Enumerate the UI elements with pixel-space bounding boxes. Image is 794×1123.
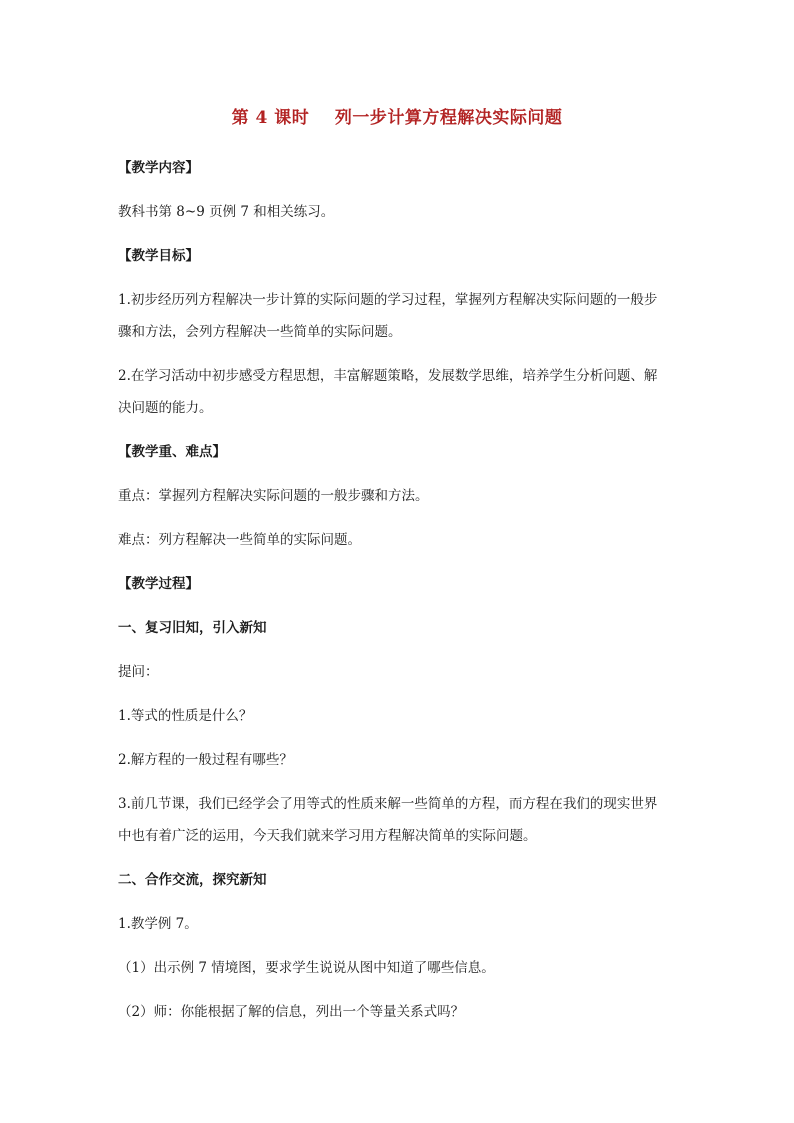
list-item: （1）出示例 7 情境图，要求学生说说从图中知道了哪些信息。 [118,960,495,976]
section-heading-content: 【教学内容】 [118,160,199,176]
list-item: 1.教学例 7。 [118,916,198,932]
paragraph-line: 重点：掌握列方程解决实际问题的一般步骤和方法。 [118,488,429,504]
subsection-heading-review: 一、复习旧知，引入新知 [118,620,267,636]
paragraph-line: 决问题的能力。 [118,400,213,416]
paragraph-line: 教科书第 8~9 页例 7 和相关练习。 [118,204,335,220]
paragraph-line: 难点：列方程解决一些简单的实际问题。 [118,532,361,548]
list-item: 2.解方程的一般过程有哪些？ [118,752,293,768]
list-item: （2）师：你能根据了解的信息，列出一个等量关系式吗？ [118,1004,465,1020]
list-item: 1.等式的性质是什么？ [118,708,253,724]
section-heading-key-points: 【教学重、难点】 [118,444,226,460]
subsection-heading-explore: 二、合作交流，探究新知 [118,872,267,888]
section-heading-goals: 【教学目标】 [118,248,199,264]
paragraph-line: 骤和方法，会列方程解决一些简单的实际问题。 [118,324,402,340]
paragraph-line: 1.初步经历列方程解决一步计算的实际问题的学习过程，掌握列方程解决实际问题的一般步 [118,292,658,308]
paragraph-line: 2.在学习活动中初步感受方程思想，丰富解题策略，发展数学思维，培养学生分析问题、解 [118,368,658,384]
list-item: 3.前几节课，我们已经学会了用等式的性质来解一些简单的方程，而方程在我们的现实世界 [118,796,658,812]
paragraph-line: 中也有着广泛的运用，今天我们就来学习用方程解决简单的实际问题。 [118,828,537,844]
section-heading-process: 【教学过程】 [118,576,199,592]
paragraph-line: 提问： [118,664,159,680]
page-title: 第 4 课时 列一步计算方程解决实际问题 [231,108,563,128]
